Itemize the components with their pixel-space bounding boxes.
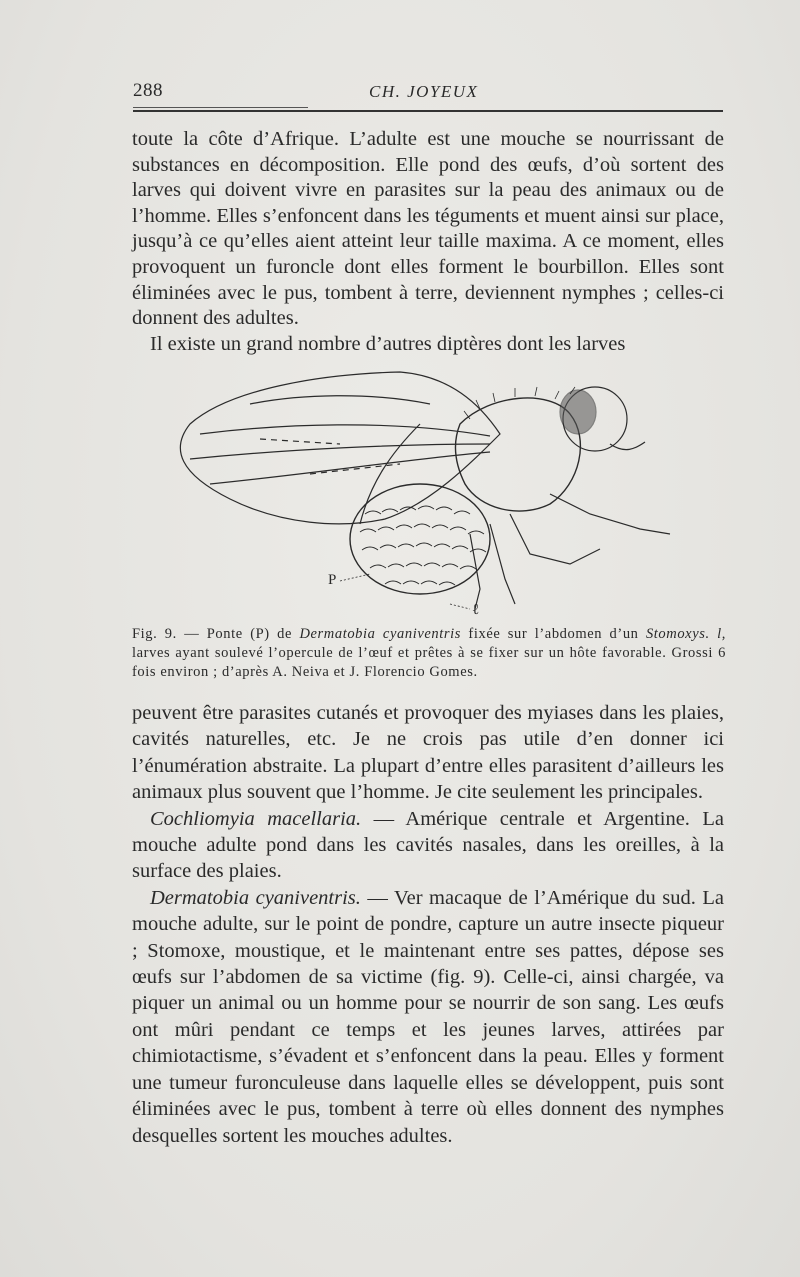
- fly-abdomen: [350, 484, 490, 594]
- fly-eye: [560, 390, 596, 434]
- bottom-text-block: [132, 700, 724, 1149]
- paragraph-myiases: peuvent être parasites cutanés et provoquer des myiases dans les plaies, cavités naturelles, etc. Je ne crois pas utile d’en donner ici l’énumération abstraite. La plupart d’entre elles parasitent d’ailleurs les animaux plus souvent que l’homme. Je cite seulement les principales.: [132, 702, 724, 804]
- cochliomyia-text: — Amérique centrale et Argentine. La mouche adulte pond dans les cavités nasales, dans les oreilles, à la surface des plaies.: [132, 807, 724, 883]
- species-dermatobia: Dermatobia cyaniventris.: [150, 886, 361, 909]
- wing-vein: [250, 396, 430, 404]
- paragraph-dipteres: Il existe un grand nombre d’autres diptères dont les larves: [150, 332, 626, 355]
- top-text-block: [132, 127, 724, 357]
- header-rule-left: [133, 107, 308, 108]
- caption-species: Dermatobia cyaniventris: [299, 626, 461, 642]
- page-header: [133, 80, 723, 114]
- caption-host: Stomoxys.: [645, 626, 710, 642]
- figure-label-l: ℓ: [472, 602, 480, 618]
- running-title: CH. JOYEUX: [369, 82, 479, 101]
- figure-label-p: P: [328, 572, 337, 588]
- species-cochliomyia: Cochliomyia macellaria.: [150, 807, 362, 830]
- paragraph-dermatobia: [132, 885, 724, 1149]
- fly-bristles: [464, 387, 575, 419]
- figure-fly-illustration: [170, 364, 690, 620]
- caption-lead: Fig. 9. — Ponte (P) de: [132, 626, 300, 642]
- paragraph-cochliomyia: [132, 806, 724, 885]
- label-leader-p: [340, 574, 370, 581]
- caption-mid: fixée sur l’abdomen d’un: [461, 626, 646, 642]
- fly-leg: [470, 534, 480, 609]
- dermatobia-text: — Ver macaque de l’Amérique du sud. La mouche adulte, sur le point de pondre, capture un autre insecte piqueur ; Stomoxe, moustique, et le maintenant entre ses pattes, dépose ses œufs sur l’abdomen de sa victime (fig. 9). Celle-ci, ainsi chargée, va piquer un animal ou un homme pour se nourrir de son sang. Les œufs ont mûri pendant ce temps et les jeunes larves, attirées par chimiotactisme, s’évadent et s’enfoncent dans la peau. Elles y forment une tumeur furonculeuse dans laquelle elles se développent, puis sont éliminées avec le pus, tombent à terre où elles donnent des nymphes desquelles sortent les mouches adultes.: [132, 886, 724, 1147]
- fly-leg: [550, 494, 670, 534]
- caption-rest: larves ayant soulevé l’opercule de l’œuf et prêtes à se fixer sur un hôte favorable. Grossi 6 fois environ ; d’après A. Neiva et J. Florencio Gomes.: [132, 645, 726, 680]
- label-leader-l: [450, 604, 470, 609]
- wing-vein: [200, 425, 490, 436]
- fly-engraving: [170, 364, 690, 620]
- egg-cluster: [360, 506, 486, 585]
- wing-vein-dashed: [310, 464, 400, 474]
- fly-leg: [490, 524, 515, 604]
- wing-vein-dashed: [260, 439, 340, 444]
- figure-caption: [132, 625, 726, 682]
- header-rule: [133, 110, 723, 112]
- page-number: 288: [133, 80, 163, 101]
- paragraph-cote-afrique: toute la côte d’Afrique. L’adulte est une mouche se nourrissant de substances en décomposition. Elle pond des œufs, d’où sortent des larves qui doivent vivre en parasites sur la peau des animaux ou de l’homme. Elles s’enfoncent dans les téguments et muent ainsi sur place, jusqu’à ce qu’elles aient atteint leur taille maxima. A ce moment, elles provoquent un furoncle dont elles forment le bourbillon. Elles sont éliminées avec le pus, tombent à terre, deviennent nymphes ; celles-ci donnent des adultes.: [132, 128, 724, 330]
- wing-vein: [210, 452, 490, 484]
- fly-leg: [510, 514, 600, 564]
- caption-l: l,: [717, 626, 727, 642]
